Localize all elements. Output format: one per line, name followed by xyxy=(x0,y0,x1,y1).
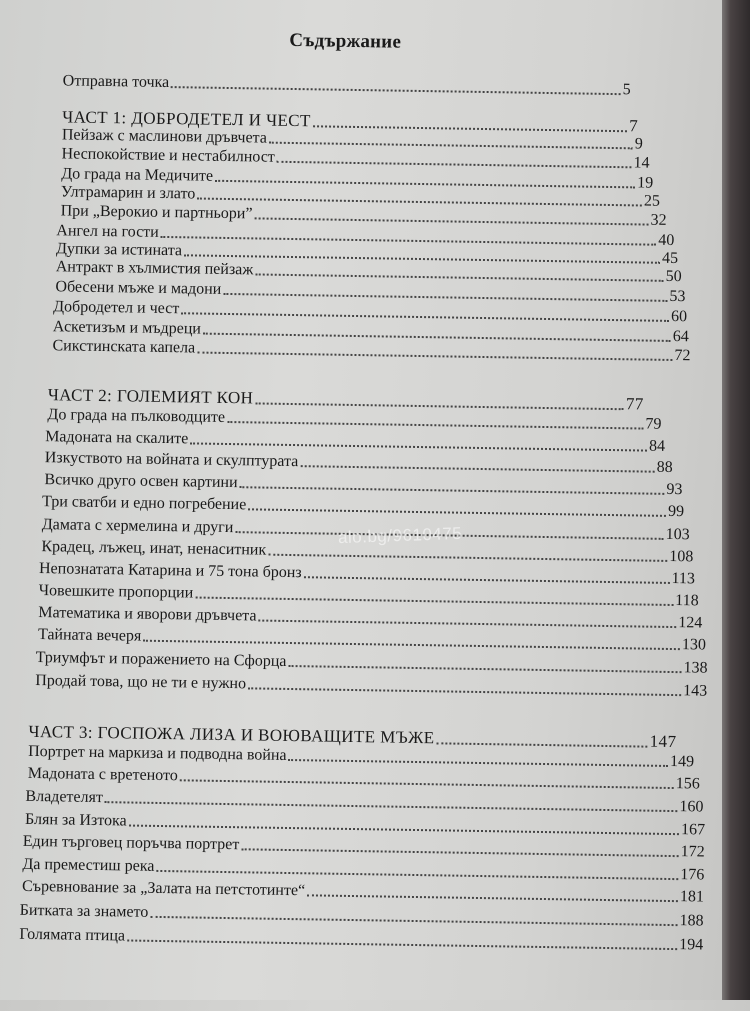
toc-page-number: 25 xyxy=(643,192,661,210)
toc-leader-dots xyxy=(307,894,678,902)
toc-page-number: 160 xyxy=(679,798,704,816)
toc-page-number: 88 xyxy=(656,458,673,476)
toc-entry-title: Пейзаж с маслинови дръвчета xyxy=(61,126,268,147)
toc-entry xyxy=(19,926,703,955)
toc-page-number: 147 xyxy=(649,731,677,752)
toc-leader-dots xyxy=(289,759,669,767)
toc-leader-dots xyxy=(143,640,680,650)
toc-page-number: 79 xyxy=(645,415,662,433)
toc-page-number: 103 xyxy=(665,525,690,544)
toc-entry-title: Продай това, що не ти е нужно xyxy=(35,672,247,693)
toc-page-number: 77 xyxy=(625,394,644,414)
toc-entry-title: Сикстинската капела xyxy=(52,337,196,357)
toc-leader-dots xyxy=(268,554,667,562)
toc-leader-dots xyxy=(254,217,648,225)
toc-entry-title: Обесени мъже и мадони xyxy=(55,278,222,298)
toc-page-number: 84 xyxy=(648,437,666,455)
toc-page-number: 32 xyxy=(650,211,667,229)
toc-leader-dots xyxy=(227,421,643,430)
toc-entry xyxy=(63,72,631,99)
toc-entry-title: Съревнование за „Залата на петстотинте“ xyxy=(21,877,306,900)
toc-page-number: 181 xyxy=(679,888,705,906)
toc-entry-title: Дамата с хермелина и други xyxy=(41,516,234,537)
toc-page-number: 53 xyxy=(669,287,686,306)
toc-page-number: 14 xyxy=(633,154,650,172)
toc-leader-dots xyxy=(195,597,673,607)
toc-leader-dots xyxy=(277,161,632,169)
toc-entry-title: Битката за знамето xyxy=(19,901,149,921)
toc-page-number: 9 xyxy=(634,135,643,153)
toc-entry-title: ЧАСТ 3: ГОСПОЖА ЛИЗА И ВОЮВАЩИТЕ МЪЖЕ xyxy=(28,721,435,748)
toc-entry-title: ЧАСТ 2: ГОЛЕМИЯТ КОН xyxy=(47,385,254,408)
toc-entry-title: Добродетел и чест xyxy=(53,298,180,318)
toc-page-number: 113 xyxy=(671,569,696,588)
toc-page-number: 167 xyxy=(680,821,706,839)
toc-leader-dots xyxy=(248,687,681,696)
toc-entry-title: Човешките пропорции xyxy=(38,582,194,602)
toc-entry-title: Мадоната на скалите xyxy=(45,428,189,448)
toc-page-number: 138 xyxy=(683,659,708,677)
toc-entry-title: Триумфът и поражението на Сфорца xyxy=(35,649,287,670)
toc-entry xyxy=(35,672,707,701)
toc-entry-title: До града на пълководците xyxy=(47,406,226,426)
toc-page-number: 124 xyxy=(678,614,703,632)
toc-entry-title: Портрет на маркиза и подводна война xyxy=(28,742,287,764)
toc-entry-title: Да преместиш река xyxy=(22,855,155,875)
toc-leader-dots xyxy=(304,576,670,584)
toc-entry-title: Аскетизъм и мъдреци xyxy=(52,318,202,338)
toc-entry-title: Голямата птица xyxy=(19,925,126,945)
toc-page-number: 7 xyxy=(629,116,639,136)
toc-leader-dots xyxy=(436,742,647,747)
toc-leader-dots xyxy=(150,916,677,926)
toc-leader-dots xyxy=(180,779,674,789)
toc-leader-dots xyxy=(258,620,676,629)
toc-entry-title: Неспокойствие и нестабилност xyxy=(61,145,276,166)
toc-page-number: 156 xyxy=(675,775,700,793)
toc-leader-dots xyxy=(241,848,678,857)
toc-leader-dots xyxy=(269,142,633,150)
toc-page-number: 99 xyxy=(667,502,685,521)
toc-page-number: 93 xyxy=(666,480,683,499)
toc-leader-dots xyxy=(288,665,681,673)
toc-page-number: 45 xyxy=(661,249,679,268)
toc-page-number: 50 xyxy=(665,267,682,286)
toc-entry-title: Непознатата Катарина и 75 тона бронз xyxy=(38,560,302,582)
toc-entry-title: Крадец, лъжец, инат, ненаситник xyxy=(41,538,267,559)
toc-entry xyxy=(20,902,704,931)
toc-leader-dots xyxy=(240,486,665,495)
toc-page-number: 5 xyxy=(622,81,631,99)
toc-entry-title: Тайната вечеря xyxy=(37,626,142,645)
toc-leader-dots xyxy=(300,465,654,473)
toc-leader-dots xyxy=(255,402,624,410)
toc-entry-title: Дупки за истината xyxy=(55,240,183,260)
toc-page-number: 149 xyxy=(669,752,695,771)
toc-entry-title: Изкуството на войната и скулптурата xyxy=(44,449,299,471)
toc-leader-dots xyxy=(190,442,647,451)
toc-leader-dots xyxy=(197,352,672,361)
toc-entry-title: Антракт в хълмистия пейзаж xyxy=(55,258,254,279)
toc-leader-dots xyxy=(223,293,667,302)
toc-page-number: 194 xyxy=(679,936,704,954)
toc-leader-dots xyxy=(105,801,678,812)
toc-entry-title: Математика и яворови дръвчета xyxy=(38,604,257,625)
book-edge xyxy=(722,0,750,1000)
toc-page-number: 130 xyxy=(681,636,707,654)
toc-leader-dots xyxy=(129,824,679,835)
watermark: alo.bg/9610475 xyxy=(337,523,463,548)
toc-leader-dots xyxy=(171,86,620,95)
toc-leader-dots xyxy=(127,939,677,950)
toc-page-number: 143 xyxy=(683,682,708,700)
toc-entry-title: При „Верокио и партньори” xyxy=(60,202,253,223)
toc-entry-title: ЧАСТ 1: ДОБРОДЕТЕЛ И ЧЕСТ xyxy=(62,107,311,131)
toc-entry-title: До града на Медичите xyxy=(61,165,214,185)
toc-page-number: 176 xyxy=(680,866,705,884)
toc-entry-title: Ангел на гости xyxy=(56,222,159,241)
toc-page-number: 118 xyxy=(675,592,699,610)
toc-entry-title: Владетелят xyxy=(25,787,104,807)
toc-entry-title: Три сватби и едно погребение xyxy=(41,493,247,514)
toc-page-number: 72 xyxy=(674,347,691,365)
toc-page-number: 19 xyxy=(637,174,654,192)
toc-page-number: 64 xyxy=(672,327,689,346)
toc-page-number: 188 xyxy=(679,912,704,930)
toc-page-number: 60 xyxy=(670,307,688,326)
page-title: Съдържание xyxy=(289,29,402,53)
toc-entry-title: Всичко друго освен картини xyxy=(44,471,238,492)
toc-page-number: 40 xyxy=(658,231,675,249)
toc-entry-title: Отправна точка xyxy=(62,72,170,92)
toc-entry-title: Блян за Изтока xyxy=(24,810,127,830)
toc-entry-title: Мадоната с вретеното xyxy=(27,764,178,785)
toc-leader-dots xyxy=(156,870,678,880)
toc-entry-title: Един търговец поръчва портрет xyxy=(22,832,240,854)
toc-page-number: 172 xyxy=(680,843,705,861)
toc-page-number: 108 xyxy=(669,547,694,566)
toc-leader-dots xyxy=(255,273,663,281)
toc-leader-dots xyxy=(248,508,666,517)
toc-entry-title: Ултрамарин и злато xyxy=(60,183,196,203)
